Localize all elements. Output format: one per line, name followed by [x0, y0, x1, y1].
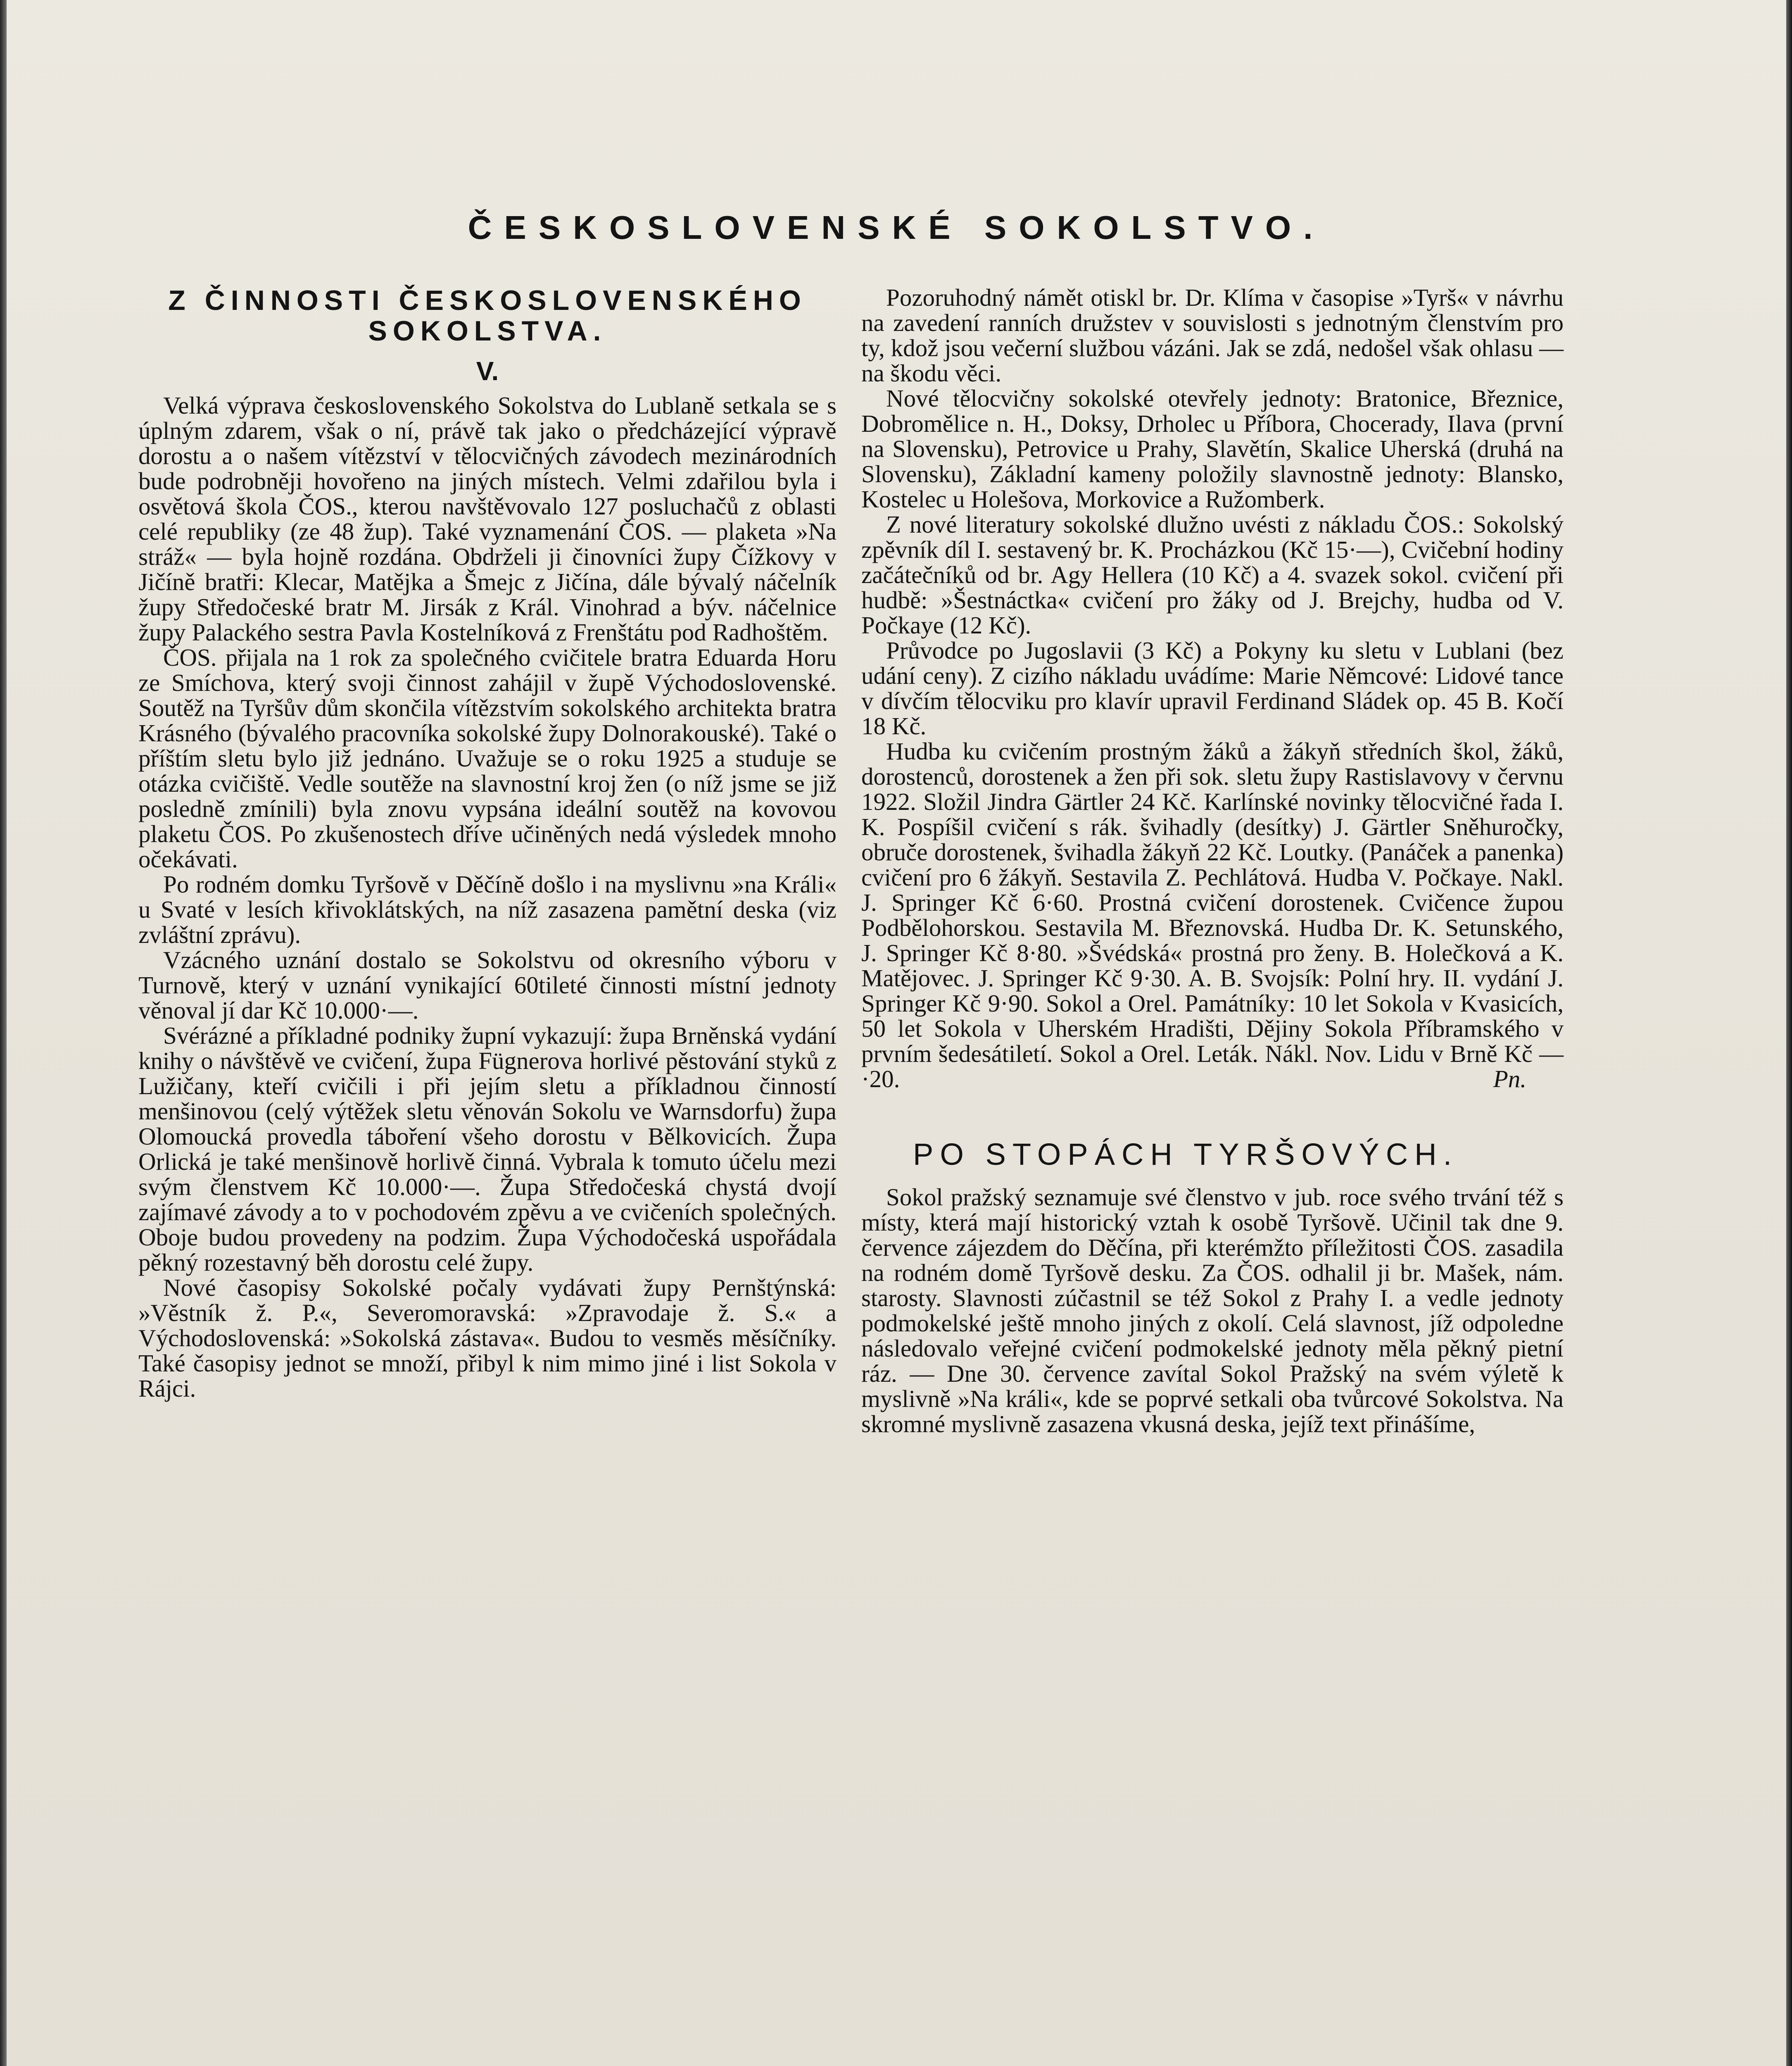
paragraph: Průvodce po Jugoslavii (3 Kč) a Pokyny ku sletu v Lublani (bez udání ceny). Z cizího nákladu uvádíme: Marie Němcové: Lidové tance v dívčím tělocviku pro klavír upravil Ferdinand Sládek op. 45 B. Kočí 18 Kč.	[861, 637, 1564, 740]
paragraph: ČOS. přijala na 1 rok za společného cvičitele bratra Eduarda Horu ze Smíchova, který svoji činnost zahájil v župě Východoslovenské. Soutěž na Tyršův dům skončila vítězstvím sokolského architekta bratra Krásného (bývalého pracovníka sokolské župy Dolnorakouské). Také o příštím sletu bylo již jednáno. Uvažuje se o roku 1925 a studuje se otázka cvičiště. Vedle soutěže na slavnostní kroj žen (o níž jsme se již posledně zmínili) byla znovu vypsána ideální soutěž na kovovou plaketu ČOS. Po zkušenostech dříve učiněných nedá výsledek mnoho očekávati.	[138, 644, 837, 873]
paragraph: Sokol pražský seznamuje své členstvo v jub. roce svého trvání též s místy, která mají historický vztah k osobě Tyršově. Učinil tak dne 9. července zájezdem do Děčína, při kterémžto příležitosti ČOS. zasadila na rodném domě Tyršově desku. Za ČOS. odhalil ji br. Mašek, nám. starosty. Slavnosti zúčastnil se též Sokol z Prahy I. a vedle jednoty podmokelské ještě mnoho jiných z okolí. Celá slavnost, jíž odpoledne následovalo veřejné cvičení podmokelské jednoty měla pěkný pietní ráz. — Dne 30. července zavítal Sokol Pražský na svém výletě k myslivně »Na králi«, kde se poprvé setkali oba tvůrcové Sokolstva. Na skromné myslivně zasazena vkusná deska, jejíž text přinášíme,	[861, 1183, 1564, 1438]
left-column	[138, 285, 837, 1401]
paragraph: Po rodném domku Tyršově v Děčíně došlo i na myslivnu »na Králi« u Svaté v lesích křivoklátských, na níž zasazena pamětní deska (viz zvláštní zprávu).	[138, 871, 837, 948]
paragraph: Z nové literatury sokolské dlužno uvésti z nákladu ČOS.: Sokolský zpěvník díl I. sestavený br. K. Procházkou (Kč 15·—), Cvičební hodiny začátečníků od br. Agy Hellera (10 Kč) a 4. svazek sokol. cvičení při hudbě: »Šestnáctka« cvičení pro žáky od J. Brejchy, hudba od V. Počkaye (12 Kč).	[861, 511, 1564, 639]
paragraph	[861, 739, 1564, 1092]
right-column	[861, 285, 1564, 1437]
author-signature: Pn.	[1493, 1065, 1526, 1093]
paragraph: Svérázné a příkladné podniky župní vykazují: župa Brněnská vydání knihy o návštěvě ve cvičení, župa Fügnerova horlivé pěstování styků z Lužičany, kteří cvičili i při jejím sletu a příkladnou činností menšinovou (celý výtěžek sletu věnován Sokolu ve Warnsdorfu) župa Olomoucká provedla táboření všeho dorostu v Bělkovicích. Župa Orlická je také menšinově horlivě činná. Vybrala k tomuto účelu mezi svým členstvem Kč 10.000·—. Župa Středočeská chystá dvojí zajímavé závody a to v pochodovém zpěvu a ve cvičeních společných. Oboje budou provedeny na podzim. Župa Východočeská uspořádala pěkný rozestavný běh dorostu celé župy.	[138, 1022, 837, 1276]
section-number: V.	[476, 356, 499, 386]
scan-edge-right	[1786, 0, 1792, 2066]
paragraph: Nové časopisy Sokolské počaly vydávati župy Pernštýnská: »Věstník ž. P.«, Severomoravská: »Zpravodaje ž. S.« a Východoslovenská: »Sokolská zástava«. Budou to vesměs měsíčníky. Také časopisy jednot se množí, přibyl k nim mimo jiné i list Sokola v Rájci.	[138, 1274, 837, 1402]
section-title-po-stopach: PO STOPÁCH TYRŠOVÝCH.	[913, 1137, 1459, 1171]
paragraph-text: Hudba ku cvičením prostným žáků a žákyň středních škol, žáků, dorostenců, dorostenek a žen při sok. sletu župy Rastislavovy v červnu 1922. Složil Jindra Gärtler 24 Kč. Karlínské novinky tělocvičné řada I. K. Pospíšil cvičení s rák. švihadly (desítky) J. Gärtler Sněhuročky, obruče dorostenek, švihadla žákyň 22 Kč. Loutky. (Panáček a panenka) cvičení pro 6 žákyň. Sestavila Z. Pechlátová. Hudba V. Počkaye. Nakl. J. Springer Kč 6·60. Prostná cvičení dorostenek. Cvičence župou Podbělohorskou. Sestavila M. Březnovská. Hudba Dr. K. Setunského, J. Springer Kč 8·80. »Švédská« prostná pro ženy. B. Holečková a K. Matějovec. J. Springer Kč 9·30. A. B. Svojsík: Polní hry. II. vydání J. Springer Kč 9·90. Sokol a Orel. Památníky: 10 let Sokola v Kvasicích, 50 let Sokola v Uherském Hradišti, Dějiny Sokola Příbramského v prvním šedesátiletí. Sokol a Orel. Leták. Nákl. Nov. Lidu v Brně Kč —·20.	[861, 738, 1564, 1093]
paragraph: Velká výprava československého Sokolstva do Lublaně setkala se s úplným zdarem, však o ní, právě tak jako o předcházející výpravě dorostu a o našem vítězství v tělocvičných závodech mezinárodních bude podrobněji hovořeno na jiných místech. Velmi zdařilou byla i osvětová škola ČOS., kterou navštěvovalo 127 posluchačů z oblasti celé republiky (ze 48 žup). Také vyznamenání ČOS. — plaketa »Na stráž« — byla hojně rozdána. Obdrželi ji činovníci župy Čížkovy v Jičíně bratři: Klecar, Matějka a Šmejc z Jičína, dále bývalý náčelník župy Středočeské bratr M. Jirsák z Král. Vinohrad a býv. náčelnice župy Palackého sestra Pavla Kostelníková z Frenštátu pod Radhoštěm.	[138, 392, 837, 646]
page-title: ČESKOSLOVENSKÉ SOKOLSTVO.	[468, 209, 1325, 246]
paragraph: Nové tělocvičny sokolské otevřely jednoty: Bratonice, Březnice, Dobromělice n. H., Doksy, Drholec u Příbora, Chocerady, Ilava (první na Slovensku), Petrovice u Prahy, Slavětín, Skalice Uherská (druhá na Slovensku), Základní kameny položily slavnostně jednoty: Blansko, Kostelec u Holešova, Morkovice a Ružomberk.	[861, 385, 1564, 513]
section-title-cinnost: Z ČINNOSTI ČESKOSLOVENSKÉHO SOKOLSTVA.	[168, 285, 807, 347]
paragraph: Pozoruhodný námět otiskl br. Dr. Klíma v časopise »Tyrš« v návrhu na zavedení ranních družstev v souvislosti s jednotným členstvím pro ty, kdož jsou večerní službou vázáni. Jak se zdá, nedošel však ohlasu — na škodu věci.	[861, 284, 1564, 387]
scan-edge-left	[0, 0, 7, 2066]
paragraph: Vzácného uznání dostalo se Sokolstvu od okresního výboru v Turnově, který v uznání vynikající 60tileté činnosti místní jednoty věnoval jí dar Kč 10.000·—.	[138, 946, 837, 1024]
